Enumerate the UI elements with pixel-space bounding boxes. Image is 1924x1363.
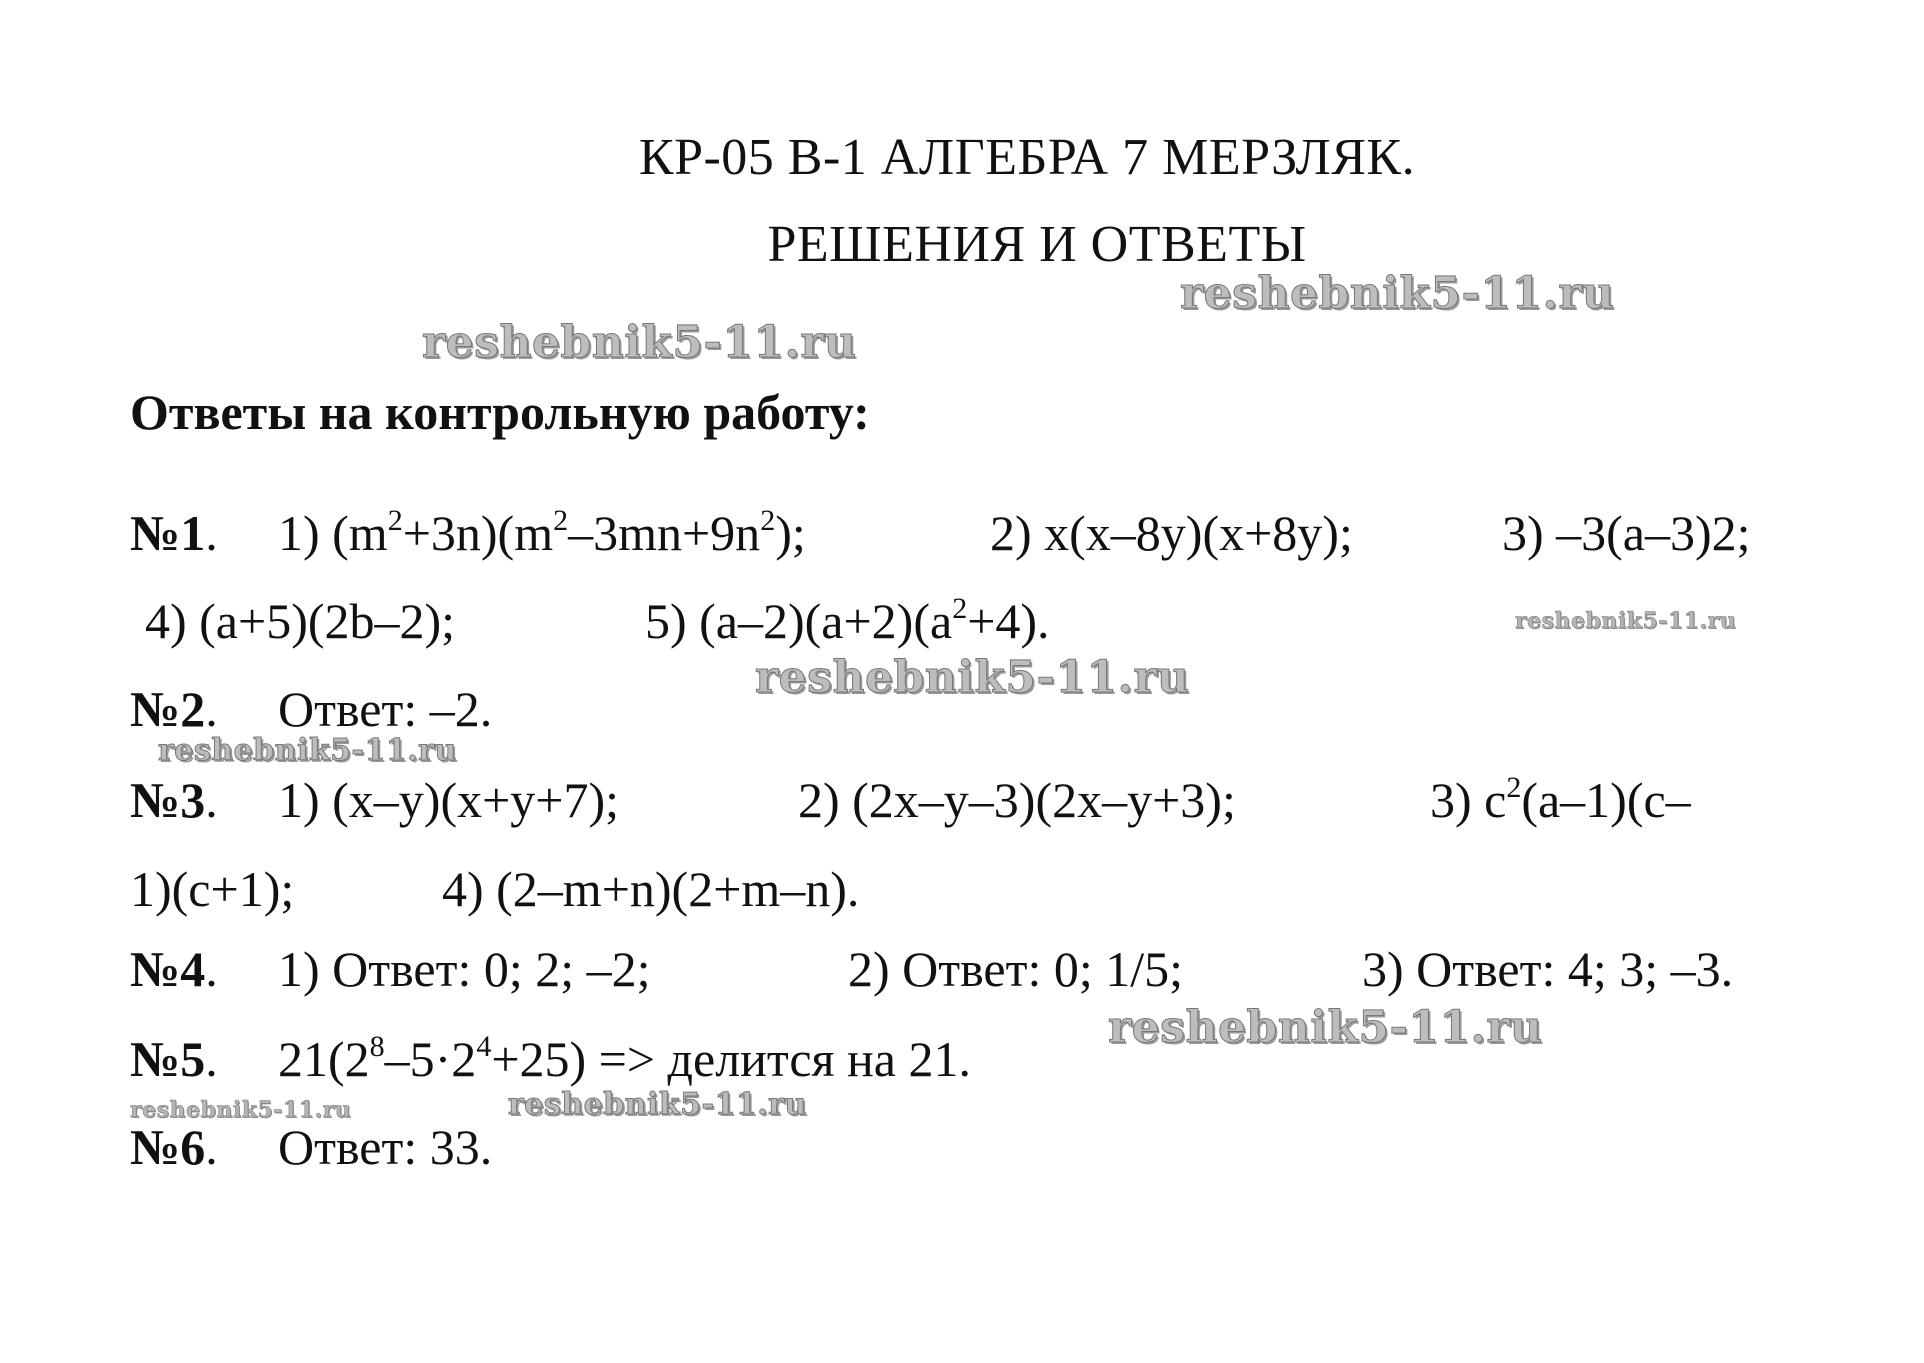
answer-4-part-3: 3) Ответ: 4; 3; –3.	[1362, 941, 1734, 997]
watermark: reshebnik5-11.ru	[1180, 268, 1615, 319]
answer-2-text: Ответ: –2.	[278, 681, 493, 737]
answer-1-part-5: 5) $(a-2)(a+2)(a^2+4)$.	[645, 592, 1050, 649]
answer-5-number: №5	[130, 1031, 206, 1087]
answer-4-number: №4	[130, 941, 206, 997]
watermark: reshebnik5-11.ru	[1108, 1002, 1543, 1053]
answer-6-line: №6. Ответ: 33.	[130, 1119, 493, 1175]
answer-3-line-1: №3. 1) (x–y)(x+y+7); 2) (2x–y–3)(2x–y+3); 3) $c^2(a-1)(c-$	[130, 771, 1691, 828]
watermark: reshebnik5-11.ru	[158, 733, 457, 768]
watermark: reshebnik5-11.ru	[422, 317, 857, 368]
answer-1-line-1: №1. 1) $(m^2+3n)(m^2-3mn+9n^2)$; 2) x(x–8y)(x+8y); 3) –3(a–3)2;	[130, 504, 1751, 561]
answer-3-number: №3	[130, 772, 206, 828]
answer-1-part-3: 3) –3(a–3)2;	[1502, 505, 1751, 561]
answer-4-part-2: 2) Ответ: 0; 1/5;	[848, 941, 1184, 997]
answer-6-number: №6	[130, 1119, 206, 1175]
answer-3-part-4: 4) (2–m+n)(2+m–n).	[442, 861, 860, 917]
document-title-line-1: КР-05 В-1 АЛГЕБРА 7 МЕРЗЛЯК.	[638, 129, 1416, 186]
answer-5-text: $21(2^8-5\cdot 2^4+25)$ => делится на 21.	[278, 1030, 971, 1087]
answer-2-line: №2. Ответ: –2.	[130, 681, 493, 737]
answer-4-line: №4. 1) Ответ: 0; 2; –2; 2) Ответ: 0; 1/5; 3) Ответ: 4; 3; –3.	[130, 941, 1734, 997]
answer-1-number: №1	[130, 505, 206, 561]
answer-3-part-3: 3) $c^2(a-1)(c-$	[1430, 771, 1691, 828]
watermark: reshebnik5-11.ru	[1515, 608, 1737, 634]
answer-1-part-4: 4) (a+5)(2b–2);	[145, 593, 456, 649]
answer-1-line-2	[145, 592, 1050, 649]
section-heading: Ответы на контрольную работу:	[130, 384, 870, 440]
answer-2-number: №2	[130, 681, 206, 737]
answer-6-text: Ответ: 33.	[278, 1119, 493, 1175]
answer-1-part-1: 1) $(m^2+3n)(m^2-3mn+9n^2)$;	[278, 504, 806, 561]
watermark: reshebnik5-11.ru	[130, 1097, 352, 1123]
answer-3-part-3-continued: 1)(c+1);	[130, 861, 295, 917]
answer-3-part-1: 1) (x–y)(x+y+7);	[278, 772, 620, 828]
watermark: reshebnik5-11.ru	[508, 1087, 807, 1122]
answer-5-line: №5. $21(2^8-5\cdot 2^4+25)$ => делится на 21.	[130, 1030, 971, 1087]
answer-3-line-2	[130, 861, 860, 917]
answer-3-part-2: 2) (2x–y–3)(2x–y+3);	[798, 772, 1236, 828]
document-title-line-2: РЕШЕНИЯ И ОТВЕТЫ	[767, 216, 1307, 273]
answer-1-part-2: 2) x(x–8y)(x+8y);	[990, 505, 1353, 561]
watermark: reshebnik5-11.ru	[755, 652, 1190, 703]
answer-4-part-1: 1) Ответ: 0; 2; –2;	[278, 941, 651, 997]
